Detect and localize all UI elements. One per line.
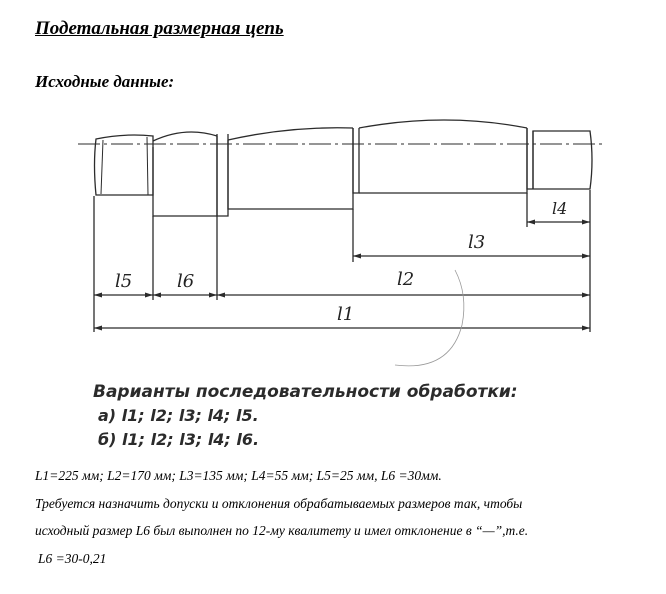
shaft-right-journal [527, 128, 592, 189]
requirement-line-1: Требуется назначить допуски и отклонения обрабатываемых размеров так, чтобы [35, 496, 523, 511]
label-l6: l6 [177, 271, 195, 292]
values-line: L1=225 мм; L2=170 мм; L3=135 мм; L4=55 мм; L5=25 мм, L6 =30мм. [35, 468, 442, 483]
variants-heading: Варианты последовательности обработки: [93, 382, 518, 402]
result-line: L6 =30-0,21 [38, 551, 107, 566]
variant-b: б) l1; l2; l3; l4; l6. [98, 430, 260, 449]
requirement-line-2: исходный размер L6 был выполнен по 12-му квалитету и имел отклонение в “—”,т.е. [35, 523, 529, 538]
break-line [153, 120, 527, 141]
shaft-collar [217, 134, 228, 216]
shaft-main-body [228, 128, 353, 209]
section-heading: Исходные данные: [35, 72, 175, 91]
label-l2: l2 [397, 269, 415, 290]
page-title: Подетальная размерная цепь [35, 18, 284, 39]
shaft-body-2 [359, 128, 527, 193]
variant-a: а) l1; l2; l3; l4; l5. [98, 406, 259, 425]
label-l4: l4 [552, 199, 568, 218]
shaft-step-l3 [353, 128, 359, 193]
label-l5: l5 [115, 271, 133, 292]
label-l1: l1 [337, 304, 355, 325]
label-l3: l3 [468, 232, 486, 253]
shaft-step-l6 [153, 136, 217, 216]
